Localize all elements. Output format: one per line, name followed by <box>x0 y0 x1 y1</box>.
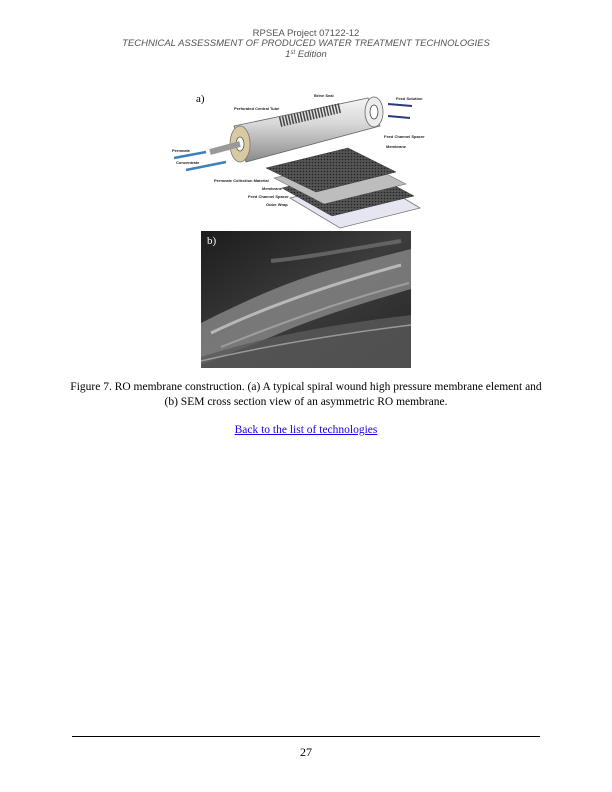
label-permeate: Permeate <box>172 148 191 153</box>
feed-arrow-1 <box>388 104 412 106</box>
edition-number: 1 <box>285 49 291 60</box>
edition-ordinal: st <box>290 50 296 56</box>
label-permeate-collection: Permeate Collection Material <box>214 178 269 183</box>
label-perforated-tube: Perforated Central Tube <box>234 106 280 111</box>
edition-word: Edition <box>295 49 327 60</box>
feed-arrow-2 <box>388 116 410 118</box>
label-feed-spacer-bottom: Feed Channel Spacer <box>248 194 289 199</box>
back-to-technologies-link[interactable]: Back to the list of technologies <box>234 424 378 436</box>
label-outer-wrap: Outer Wrap <box>266 202 288 207</box>
label-membrane-bottom: Membrane <box>262 186 283 191</box>
figure-a-letter: a) <box>196 93 205 105</box>
label-concentrate: Concentrate <box>176 160 200 165</box>
header-project: RPSEA Project 07122-12 <box>252 28 360 39</box>
label-feed-solution: Feed Solution <box>396 96 423 101</box>
back-link-row <box>0 424 612 436</box>
page-number: 27 <box>300 745 312 759</box>
footer-divider <box>72 736 540 737</box>
label-feed-spacer-top: Feed Channel Spacer <box>384 134 425 139</box>
header-edition <box>0 48 612 60</box>
label-brine-seal: Brine Seal <box>314 93 334 98</box>
figure-b-letter: b) <box>207 235 217 247</box>
figure-a-diagram <box>170 86 442 234</box>
figure-b-sem-image <box>201 231 411 368</box>
label-membrane-top: Membrane <box>386 144 407 149</box>
figure-caption: Figure 7. RO membrane construction. (a) A typical spiral wound high pressure membrane element and (b) SEM cross section view of an asymmetric RO membrane. <box>70 381 542 408</box>
header-title: TECHNICAL ASSESSMENT OF PRODUCED WATER TREATMENT TECHNOLOGIES <box>122 38 490 49</box>
element-end-inner <box>370 105 378 119</box>
